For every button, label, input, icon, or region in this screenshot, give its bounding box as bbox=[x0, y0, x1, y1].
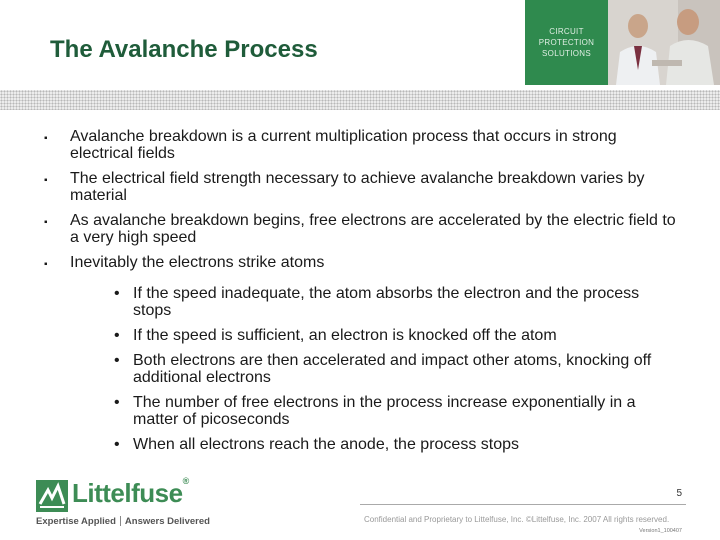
sub-bullet-text: When all electrons reach the anode, the process stops bbox=[133, 436, 519, 453]
round-bullet-icon: • bbox=[114, 285, 120, 302]
sub-bullet-item bbox=[112, 327, 672, 344]
round-bullet-icon: • bbox=[114, 436, 120, 453]
sub-bullet-item bbox=[112, 285, 672, 319]
bullet-item bbox=[44, 128, 684, 162]
slide-title: The Avalanche Process bbox=[50, 36, 318, 63]
page-number: 5 bbox=[676, 488, 682, 499]
tagline-left: Expertise Applied bbox=[36, 516, 116, 527]
logo-name: Littelfuse bbox=[72, 478, 183, 508]
littelfuse-emblem-icon bbox=[36, 480, 68, 512]
square-bullet-icon: ▪ bbox=[44, 259, 48, 270]
sub-bullet-item bbox=[112, 436, 672, 453]
bullet-text: Inevitably the electrons strike atoms bbox=[70, 254, 325, 271]
bullet-text: Avalanche breakdown is a current multiplication process that occurs in strong electrical fields bbox=[70, 128, 617, 162]
square-bullet-icon: ▪ bbox=[44, 217, 48, 228]
logo-wordmark bbox=[72, 478, 189, 509]
bullet-item bbox=[44, 212, 684, 246]
square-bullet-icon: ▪ bbox=[44, 133, 48, 144]
dotted-divider-band bbox=[0, 90, 720, 110]
photo-image bbox=[608, 0, 720, 85]
circuit-protection-badge bbox=[525, 0, 608, 85]
tagline bbox=[36, 516, 210, 527]
sub-bullet-text: Both electrons are then accelerated and impact other atoms, knocking off additional electrons bbox=[133, 352, 652, 386]
sub-bullet-list bbox=[112, 285, 672, 461]
bullet-text: As avalanche breakdown begins, free electrons are accelerated by the electric field to a very high speed bbox=[70, 212, 676, 246]
version-label: Version1_100407 bbox=[639, 528, 682, 534]
sub-bullet-text: If the speed inadequate, the atom absorbs the electron and the process stops bbox=[133, 285, 640, 319]
badge-line-3: SOLUTIONS bbox=[542, 49, 591, 58]
sub-bullet-item bbox=[112, 352, 672, 386]
tagline-right: Answers Delivered bbox=[124, 516, 210, 527]
round-bullet-icon: • bbox=[114, 327, 120, 344]
bullet-text: The electrical field strength necessary to achieve avalanche breakdown varies by material bbox=[70, 170, 645, 204]
business-people-photo bbox=[608, 0, 720, 85]
bullet-item bbox=[44, 170, 684, 204]
sub-bullet-text: If the speed is sufficient, an electron is knocked off the atom bbox=[133, 327, 557, 344]
registered-mark: ® bbox=[182, 476, 189, 486]
round-bullet-icon: • bbox=[114, 394, 120, 411]
sub-bullet-item bbox=[112, 394, 672, 428]
main-bullet-list bbox=[44, 128, 684, 279]
footer-rule bbox=[360, 504, 686, 505]
square-bullet-icon: ▪ bbox=[44, 175, 48, 186]
round-bullet-icon: • bbox=[114, 352, 120, 369]
badge-line-2: PROTECTION bbox=[538, 38, 595, 47]
confidential-notice: Confidential and Proprietary to Littelfuse, Inc. ©Littelfuse, Inc. 2007 All rights reserved. bbox=[364, 515, 670, 524]
bullet-item bbox=[44, 254, 684, 271]
sub-bullet-text: The number of free electrons in the process increase exponentially in a matter of picoseconds bbox=[133, 394, 636, 428]
littelfuse-logo bbox=[36, 476, 210, 530]
tagline-divider bbox=[120, 516, 121, 526]
badge-line-1: CIRCUIT bbox=[549, 27, 584, 36]
badge-label bbox=[525, 26, 608, 59]
